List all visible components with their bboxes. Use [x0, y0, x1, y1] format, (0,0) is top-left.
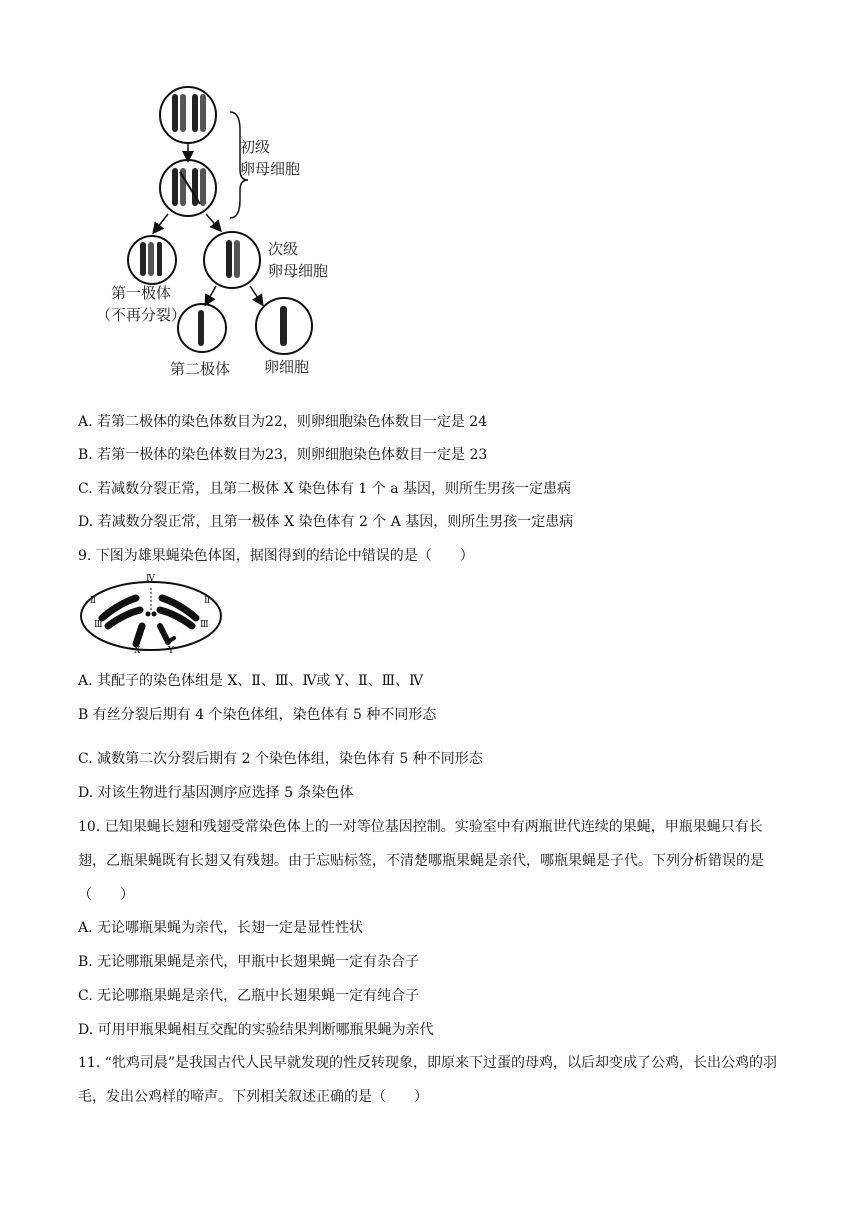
- karyotype-figure: [78, 574, 224, 658]
- q8-option-c: C. 若减数分裂正常，且第二极体 X 染色体有 1 个 a 基因，则所生男孩一定患病: [78, 481, 572, 497]
- q9-option-c: C. 减数第二次分裂后期有 2 个染色体组，染色体有 5 种不同形态: [78, 751, 483, 767]
- primary-oocyte-cell-1: [160, 87, 216, 143]
- primary-oocyte-cell-2: [160, 160, 216, 216]
- q8-option-b: B. 若第一极体的染色体数目为23，则卵细胞染色体数目一定是 23: [78, 447, 488, 463]
- label-primary-oocyte: 初级 卵母细胞: [240, 138, 301, 178]
- karyotype-label-iv: Ⅳ: [146, 574, 155, 584]
- q8-option-a: A. 若第二极体的染色体数目为22，则卵细胞染色体数目一定是 24: [78, 414, 488, 430]
- q9-option-d: D. 对该生物进行基因测序应选择 5 条染色体: [78, 785, 354, 801]
- q10-option-a: A. 无论哪瓶果蝇为亲代，长翅一定是显性性状: [78, 920, 364, 936]
- oogenesis-diagram: [90, 80, 350, 390]
- karyotype-label-iii-right: Ⅲ: [200, 620, 209, 630]
- q9-option-a: A. 其配子的染色体组是 X、Ⅱ、Ⅲ、Ⅳ或 Y、Ⅱ、Ⅲ、Ⅳ: [78, 673, 424, 689]
- q9-option-b: B 有丝分裂后期有 4 个染色体组，染色体有 5 种不同形态: [78, 707, 437, 723]
- q10-option-b: B. 无论哪瓶果蝇是亲代，甲瓶中长翅果蝇一定有杂合子: [78, 954, 420, 970]
- karyotype-label-ii-right: Ⅱ: [204, 596, 211, 606]
- karyotype-label-ii-left: Ⅱ: [90, 596, 97, 606]
- label-secondary-oocyte: 次级 卵母细胞: [268, 240, 329, 280]
- label-egg-cell: 卵细胞: [264, 358, 310, 376]
- q10-stem: 10. 已知果蝇长翅和残翅受常染色体上的一对等位基因控制。实验室中有两瓶世代连续的果蝇，甲瓶果蝇只有长翅，乙瓶果蝇既有长翅又有残翅。由于忘贴标签，不清楚哪瓶果蝇是亲代，哪瓶果蝇是子代。下列分析错误的是（ ）: [78, 819, 764, 903]
- q8-option-d: D. 若减数分裂正常，且第一极体 X 染色体有 2 个 A 基因，则所生男孩一定患病: [78, 514, 574, 530]
- label-first-polar-body: 第一极体 （不再分裂）: [96, 284, 187, 324]
- karyotype-label-x: X: [134, 646, 141, 656]
- fruit-fly-karyotype-diagram: [78, 574, 224, 658]
- karyotype-label-y: Y: [168, 646, 174, 656]
- oogenesis-figure: [90, 80, 350, 390]
- q11-stem: 11. “牝鸡司晨”是我国古代人民早就发现的性反转现象，即原来下过蛋的母鸡，以后却变成了公鸡，长出公鸡的羽毛，发出公鸡样的啼声。下列相关叙述正确的是（ ）: [78, 1055, 778, 1105]
- q9-stem: 9. 下图为雄果蝇染色体图，据图得到的结论中错误的是（ ）: [78, 548, 474, 564]
- label-second-polar-body: 第二极体: [170, 360, 231, 378]
- karyotype-label-iii-left: Ⅲ: [94, 620, 103, 630]
- q10-option-d: D. 可用甲瓶果蝇相互交配的实验结果判断哪瓶果蝇为亲代: [78, 1022, 434, 1038]
- q10-option-c: C. 无论哪瓶果蝇是亲代，乙瓶中长翅果蝇一定有纯合子: [78, 988, 420, 1004]
